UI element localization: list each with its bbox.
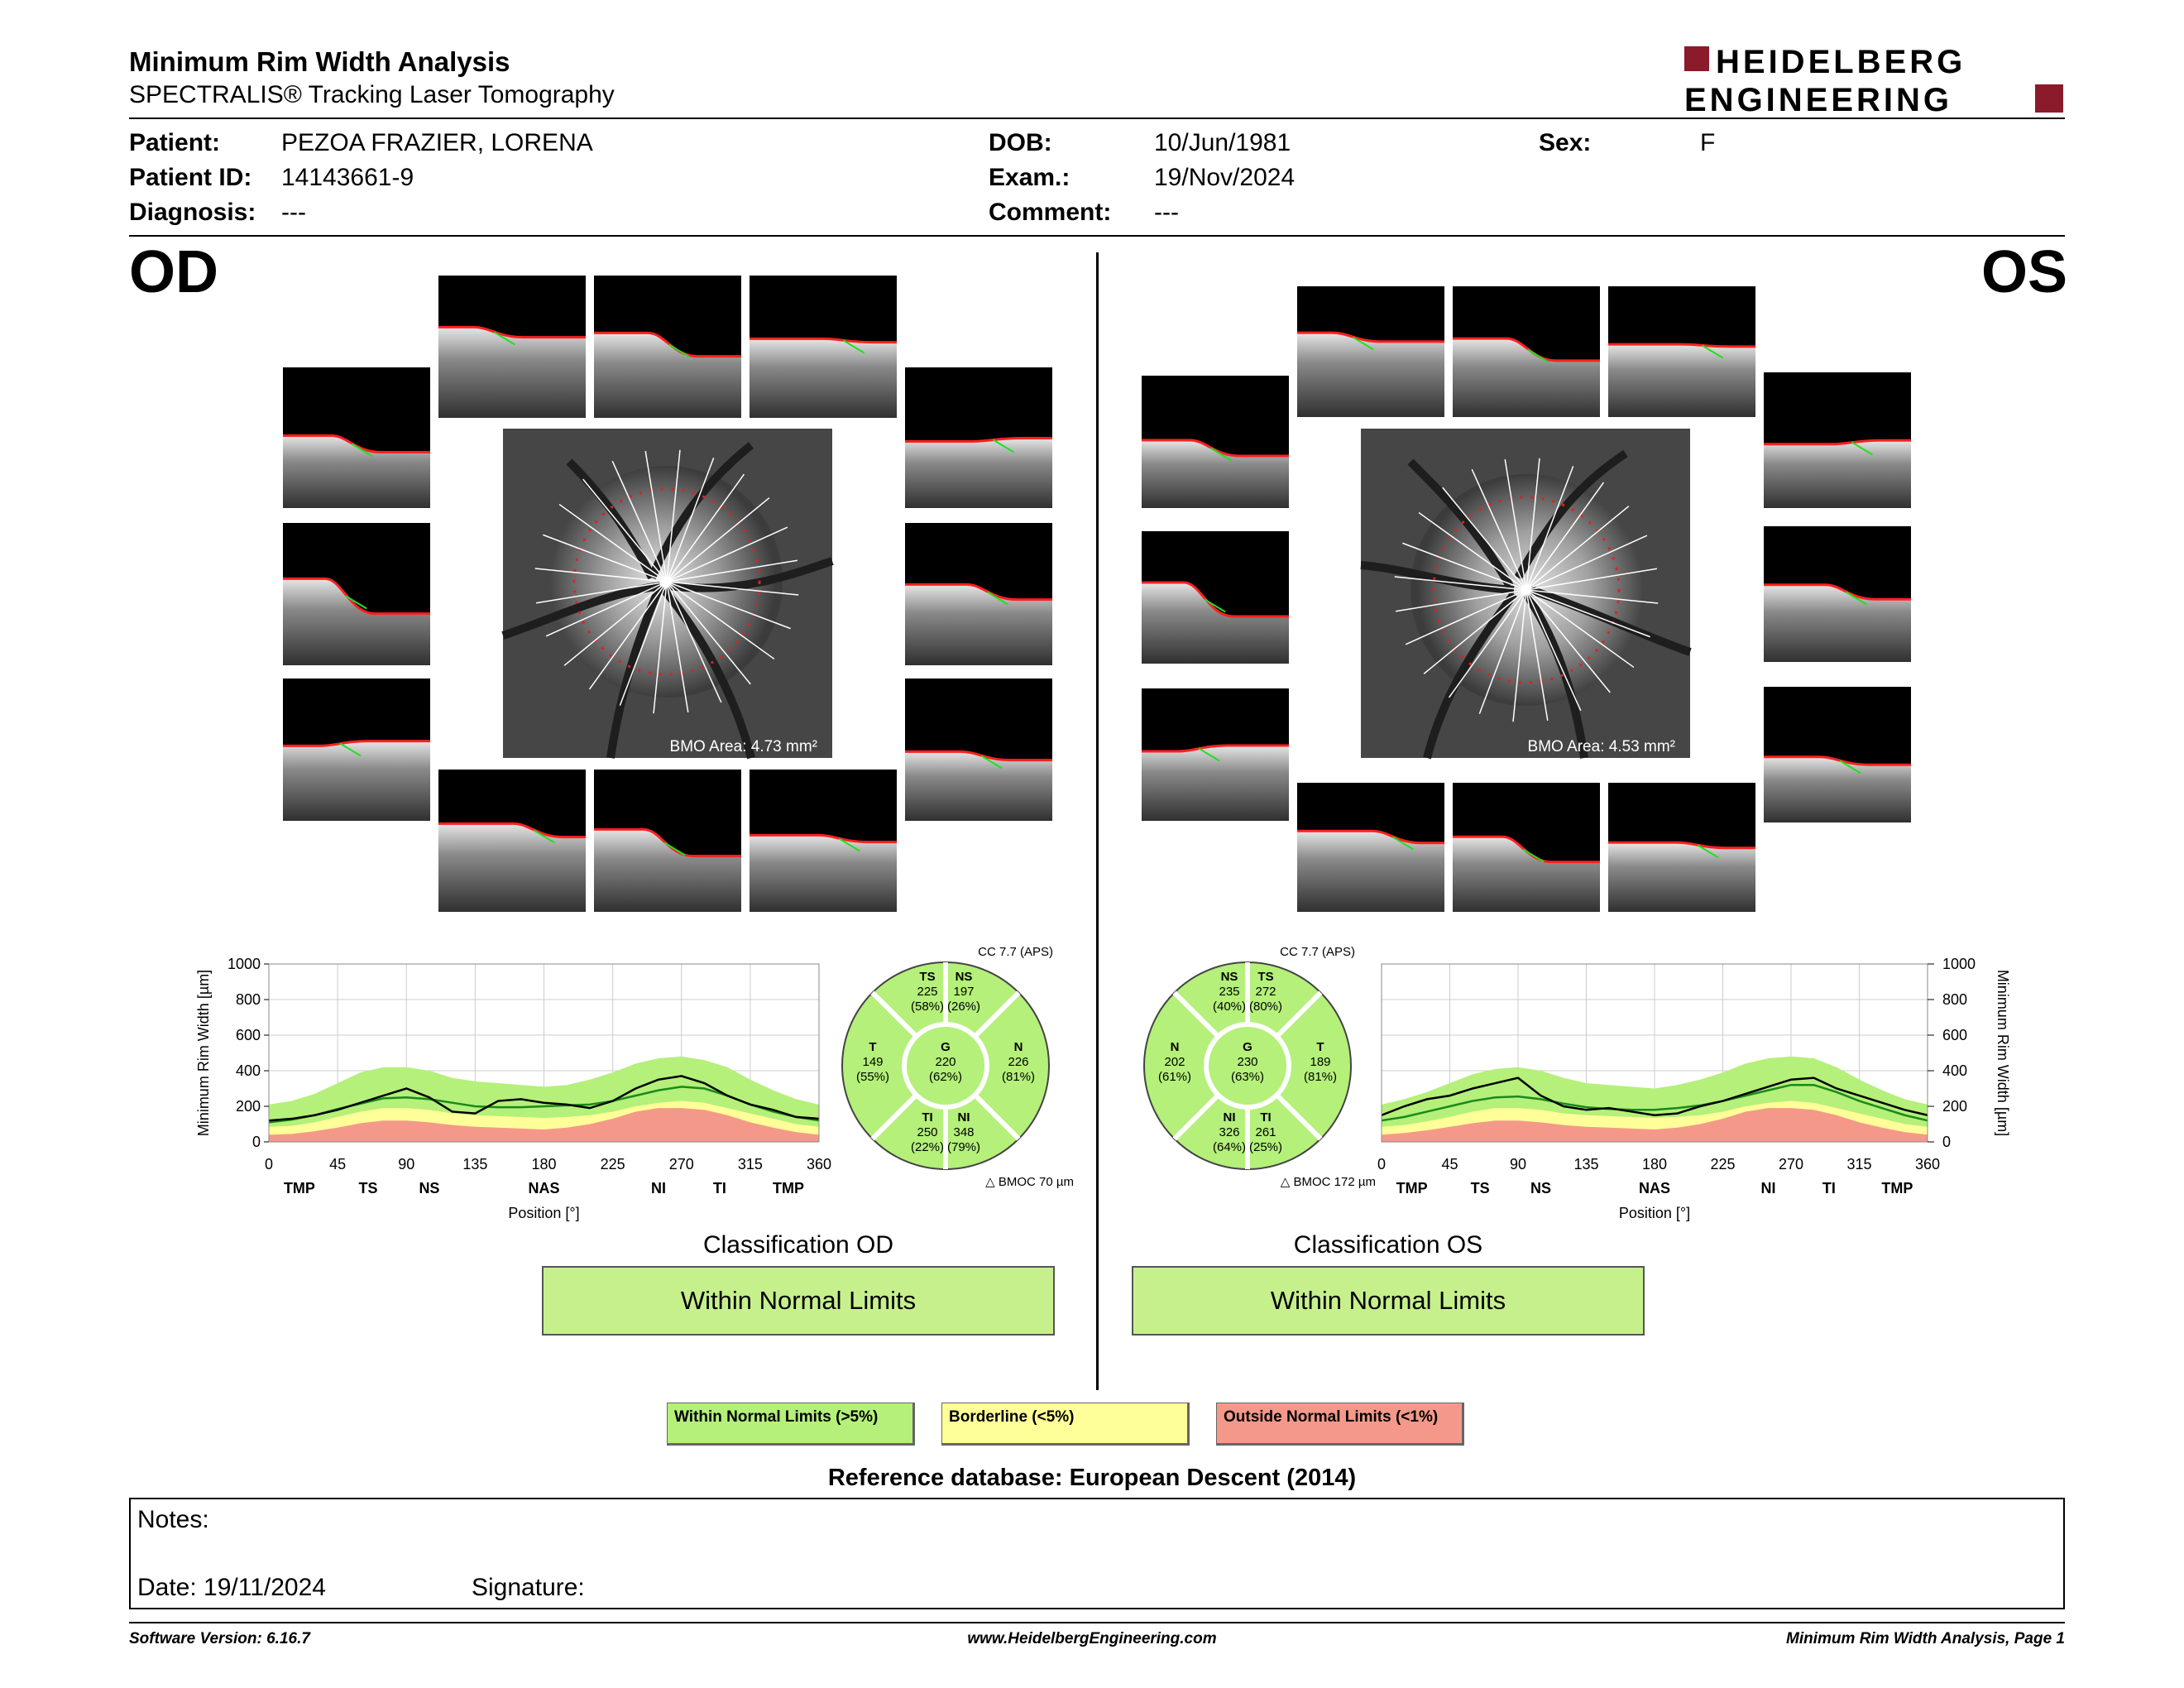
bscan-thumbnail [1453,286,1600,417]
patient-id-label: Patient ID: [129,164,252,191]
x-tick-label: 360 [806,1156,832,1172]
x-tick-label: 0 [1377,1156,1387,1172]
x-tick-label: 0 [264,1156,274,1172]
x-tick-label: 315 [737,1156,763,1172]
od-sector-wheel [836,945,1074,1189]
sector-axis-label: TS [358,1180,378,1196]
y-tick-label: 200 [235,1098,261,1115]
sector-axis-label: NS [419,1180,440,1196]
svg-text:326: 326 [1219,1125,1240,1139]
patient-id: 14143661-9 [281,164,414,191]
bmoc-label: △ BMOC 70 µm [985,1175,1074,1189]
patient-rule [129,235,2065,237]
svg-text:220: 220 [935,1055,956,1069]
os-bmo-area: BMO Area: 4.53 mm² [1527,738,1675,755]
svg-text:226: 226 [1008,1055,1029,1069]
legend-borderline: Borderline (<5%) [941,1403,1190,1446]
sex-label: Sex: [1539,129,1592,156]
svg-text:(80%): (80%) [1248,1000,1283,1014]
svg-text:235: 235 [1219,985,1240,999]
heidelberg-logo [1684,43,2065,116]
od-bmo-area: BMO Area: 4.73 mm² [669,738,817,755]
svg-text:TS: TS [1257,970,1274,984]
svg-text:(22%): (22%) [910,1140,945,1154]
od-classification-result: Within Normal Limits [542,1266,1055,1336]
svg-text:272: 272 [1255,985,1276,999]
svg-text:TI: TI [1260,1110,1272,1125]
notes-date: Date: 19/11/2024 [137,1574,326,1601]
logo-line2: ENGINEERING [1684,82,1953,118]
exam-value: 19/Nov/2024 [1154,164,1296,191]
sector-axis-label: NAS [1638,1180,1671,1196]
y-axis-title: Minimum Rim Width [µm] [195,969,212,1137]
bscan-thumbnail [1142,688,1289,821]
sector-axis-label: NI [1760,1180,1776,1196]
footer-page: Minimum Rim Width Analysis, Page 1 [1786,1630,2065,1647]
y-tick-label: 1000 [1942,956,1976,972]
od-fundus-graphic [503,429,832,758]
notes-box [129,1498,2065,1609]
os-classification-title: Classification OS [1293,1231,1483,1259]
y-tick-label: 400 [1942,1062,1968,1079]
x-tick-label: 270 [1778,1156,1804,1172]
x-axis-title: Position [°] [1618,1205,1691,1221]
svg-text:(25%): (25%) [1248,1140,1283,1154]
x-axis-title: Position [°] [508,1205,580,1221]
bscan-thumbnail [594,276,741,418]
svg-text:NS: NS [955,970,973,984]
bscan-thumbnail [750,770,897,912]
center-divider [1096,252,1099,1390]
x-tick-label: 135 [462,1156,488,1172]
sector-axis-label: TMP [773,1180,805,1196]
x-tick-label: 135 [1573,1156,1599,1172]
svg-text:348: 348 [953,1125,975,1139]
report-subtitle: SPECTRALIS® Tracking Laser Tomography [129,81,615,108]
svg-text:(79%): (79%) [946,1140,981,1154]
sector-axis-label: TI [712,1180,726,1196]
svg-text:(26%): (26%) [946,1000,981,1014]
bscan-thumbnail [283,523,430,665]
svg-text:NI: NI [1223,1110,1236,1125]
logo-line1: HEIDELBERG [1716,44,1966,80]
y-tick-label: 800 [1942,991,1968,1008]
sector-axis-label: TMP [283,1180,315,1196]
os-mrw-chart [1373,952,2011,1233]
bscan-thumbnail [1764,526,1911,662]
bscan-thumbnail [283,679,430,821]
bscan-thumbnail [905,679,1052,821]
x-tick-label: 180 [1641,1156,1668,1172]
bscan-thumbnail [1142,531,1289,664]
svg-text:189: 189 [1310,1055,1331,1069]
y-tick-label: 1000 [227,956,261,972]
legend-outside: Outside Normal Limits (<1%) [1216,1403,1464,1446]
bscan-thumbnail [1297,783,1444,912]
cc-label: CC 7.7 (APS) [978,945,1053,959]
x-tick-label: 225 [1710,1156,1736,1172]
sector-axis-label: NS [1530,1180,1552,1196]
svg-text:T: T [869,1040,877,1054]
sector-axis-label: TS [1470,1180,1490,1196]
od-fundus-image [503,429,832,758]
report-title: Minimum Rim Width Analysis [129,46,510,77]
svg-text:TI: TI [922,1110,933,1125]
sex-value: F [1700,129,1716,156]
svg-text:(61%): (61%) [1157,1070,1192,1084]
x-tick-label: 225 [600,1156,625,1172]
od-mrw-chart [190,952,832,1233]
svg-text:NS: NS [1220,970,1238,984]
svg-text:(63%): (63%) [1230,1070,1265,1084]
svg-text:T: T [1316,1040,1324,1054]
x-tick-label: 360 [1914,1156,1941,1172]
bscan-thumbnail [1764,372,1911,508]
bscan-thumbnail [1297,286,1444,417]
bscan-thumbnail [594,770,741,912]
svg-text:230: 230 [1237,1055,1258,1069]
sector-axis-label: NI [651,1180,667,1196]
svg-text:NI: NI [957,1110,970,1125]
comment-label: Comment: [989,199,1112,226]
y-tick-label: 800 [235,991,261,1008]
os-fundus-graphic [1361,429,1690,758]
y-tick-label: 0 [251,1134,261,1150]
x-tick-label: 45 [329,1156,347,1172]
bscan-thumbnail [905,523,1052,665]
patient-name: PEZOA FRAZIER, LORENA [281,129,593,156]
y-tick-label: 200 [1942,1098,1968,1115]
reference-database: Reference database: European Descent (2014) [827,1465,1357,1491]
svg-text:(62%): (62%) [928,1070,963,1084]
footer-url[interactable]: www.HeidelbergEngineering.com [967,1630,1217,1647]
bscan-thumbnail [1453,783,1600,912]
legend-normal: Within Normal Limits (>5%) [667,1403,915,1446]
sector-axis-label: TMP [1396,1180,1428,1196]
svg-text:TS: TS [919,970,936,984]
os-classification-result: Within Normal Limits [1132,1266,1645,1336]
y-axis-title: Minimum Rim Width [µm] [1995,969,2011,1137]
svg-text:(40%): (40%) [1212,1000,1247,1014]
svg-text:261: 261 [1255,1125,1276,1139]
bscan-thumbnail [905,367,1052,508]
os-sector-wheel [1133,945,1382,1189]
svg-text:N: N [1013,1040,1023,1054]
x-tick-label: 90 [1509,1156,1527,1172]
patient-label: Patient: [129,129,221,156]
dob-value: 10/Jun/1981 [1154,129,1291,156]
y-tick-label: 400 [235,1062,261,1079]
bscan-thumbnail [1142,376,1289,508]
notes-label: Notes: [137,1506,209,1533]
comment-value: --- [1154,199,1179,226]
bscan-thumbnail [750,276,897,418]
diagnosis-label: Diagnosis: [129,199,256,226]
sector-axis-label: TMP [1881,1180,1913,1196]
sector-axis-label: NAS [528,1180,560,1196]
bscan-thumbnail [1764,687,1911,822]
x-tick-label: 90 [398,1156,415,1172]
bscan-thumbnail [1608,286,1755,417]
svg-text:(58%): (58%) [910,1000,945,1014]
y-tick-label: 0 [1942,1134,1952,1150]
svg-text:N: N [1170,1040,1180,1054]
svg-text:225: 225 [917,985,938,999]
svg-text:G: G [1243,1040,1252,1054]
svg-text:149: 149 [862,1055,884,1069]
bscan-thumbnail [283,367,430,508]
svg-text:202: 202 [1164,1055,1185,1069]
y-tick-label: 600 [1942,1027,1968,1043]
svg-text:G: G [941,1040,951,1054]
svg-text:(81%): (81%) [1001,1070,1036,1084]
bmoc-label: △ BMOC 172 µm [1280,1175,1376,1189]
bscan-thumbnail [438,770,586,912]
x-tick-label: 180 [531,1156,557,1172]
svg-text:(81%): (81%) [1303,1070,1338,1084]
x-tick-label: 315 [1846,1156,1872,1172]
svg-text:(64%): (64%) [1212,1140,1247,1154]
diagnosis-value: --- [281,199,306,226]
dob-label: DOB: [989,129,1052,156]
software-version: Software Version: 6.16.7 [129,1630,310,1647]
sector-axis-label: TI [1822,1180,1836,1196]
bscan-thumbnail [1608,783,1755,912]
header-rule [129,117,2065,119]
bscan-thumbnail [438,276,586,418]
exam-label: Exam.: [989,164,1070,191]
notes-signature: Signature: [472,1574,585,1601]
footer-rule [129,1622,2065,1623]
y-tick-label: 600 [235,1027,261,1043]
od-label: OD [129,239,218,305]
svg-text:197: 197 [953,985,975,999]
svg-text:250: 250 [917,1125,938,1139]
svg-text:(55%): (55%) [855,1070,890,1084]
od-classification-title: Classification OD [702,1231,894,1259]
os-label: OS [1981,239,2068,305]
x-tick-label: 270 [668,1156,694,1172]
cc-label: CC 7.7 (APS) [1280,945,1355,959]
x-tick-label: 45 [1441,1156,1458,1172]
os-fundus-image [1361,429,1690,758]
